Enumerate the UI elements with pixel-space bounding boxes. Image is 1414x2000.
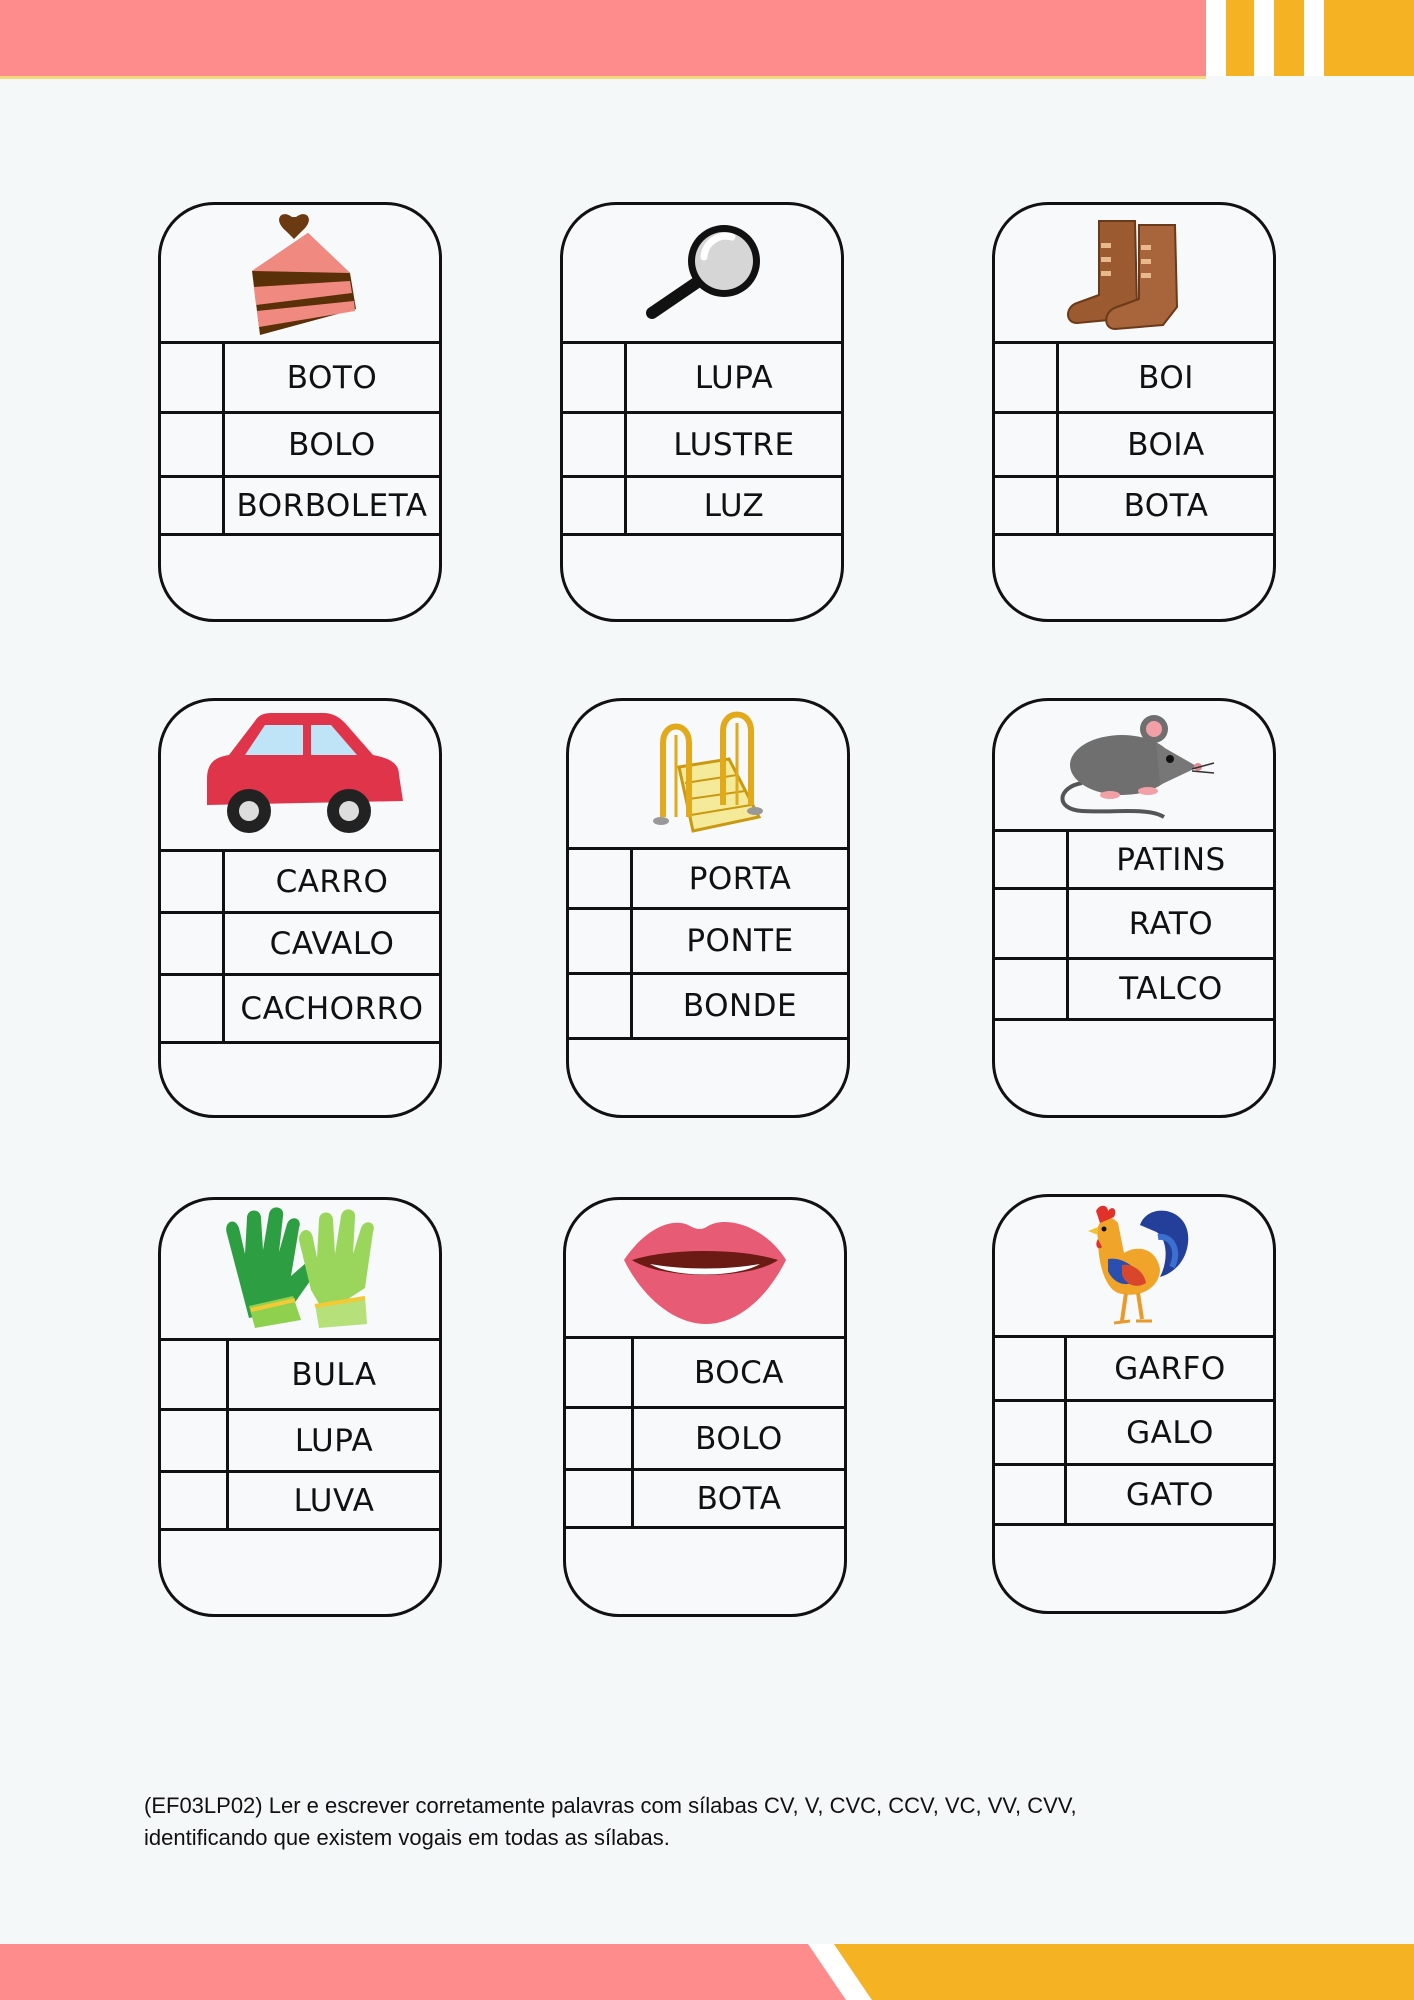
- word-label: CAVALO: [269, 925, 395, 962]
- word-row: [995, 344, 1273, 414]
- answer-box[interactable]: [563, 414, 627, 475]
- word-row: [563, 414, 841, 478]
- word-row: [569, 975, 847, 1040]
- answer-box[interactable]: [995, 960, 1069, 1018]
- answer-box[interactable]: [995, 344, 1059, 411]
- word-label: LUVA: [293, 1482, 375, 1519]
- word-rows: [563, 341, 841, 536]
- word-card-car: [158, 698, 442, 1118]
- answer-box[interactable]: [161, 976, 225, 1041]
- word-row: [995, 890, 1273, 960]
- word-label: LUPA: [694, 359, 774, 396]
- word-row: [161, 976, 439, 1044]
- word-label: RATO: [1128, 905, 1214, 942]
- gloves-icon: [161, 1200, 439, 1338]
- answer-box[interactable]: [161, 914, 225, 973]
- word-label: LUSTRE: [673, 426, 795, 463]
- word-label: BOCA: [694, 1354, 784, 1391]
- answer-box[interactable]: [995, 1466, 1067, 1523]
- magnifying-glass-icon: [563, 205, 841, 341]
- answer-box[interactable]: [569, 910, 633, 972]
- answer-box[interactable]: [161, 852, 225, 911]
- word-label: PORTA: [688, 860, 792, 897]
- word-row: [161, 344, 439, 414]
- word-label: BOTO: [286, 359, 378, 396]
- word-label: BULA: [291, 1356, 377, 1393]
- cake-slice-icon: [161, 205, 439, 341]
- word-row: [161, 1341, 439, 1411]
- word-row: [569, 850, 847, 910]
- word-rows: [995, 829, 1273, 1021]
- word-row: [995, 832, 1273, 890]
- word-row: [161, 414, 439, 478]
- word-row: [161, 914, 439, 976]
- word-row: [995, 1466, 1273, 1526]
- word-rows: [995, 341, 1273, 536]
- word-row: [995, 960, 1273, 1021]
- answer-box[interactable]: [995, 832, 1069, 887]
- word-card-cake: [158, 202, 442, 622]
- answer-box[interactable]: [566, 1409, 634, 1468]
- word-card-gloves: [158, 1197, 442, 1617]
- answer-box[interactable]: [161, 414, 225, 475]
- top-stripe: [1304, 0, 1324, 76]
- answer-box[interactable]: [995, 1338, 1067, 1399]
- word-row: [563, 478, 841, 536]
- answer-box[interactable]: [995, 414, 1059, 475]
- answer-box[interactable]: [569, 850, 633, 907]
- word-label: BOIA: [1127, 426, 1205, 463]
- answer-box[interactable]: [161, 1411, 229, 1470]
- answer-box[interactable]: [569, 975, 633, 1037]
- word-label: PONTE: [686, 923, 794, 959]
- bottom-yellow-band: [800, 1944, 1414, 2000]
- bridge-icon: [569, 701, 847, 847]
- word-row: [995, 478, 1273, 536]
- word-card-magnifier: [560, 202, 844, 622]
- word-row: [566, 1471, 844, 1529]
- word-card-boots: [992, 202, 1276, 622]
- word-label: BOTA: [1123, 487, 1209, 524]
- word-rows: [161, 1338, 439, 1531]
- top-yellow-block: [1206, 0, 1414, 76]
- word-card-mouse: [992, 698, 1276, 1118]
- word-label: BORBOLETA: [236, 487, 428, 524]
- top-stripe: [1206, 0, 1226, 76]
- word-label: LUZ: [703, 487, 765, 524]
- word-card-bridge: [566, 698, 850, 1118]
- word-label: TALCO: [1119, 971, 1223, 1007]
- word-label: LUPA: [294, 1422, 374, 1459]
- word-row: [566, 1409, 844, 1471]
- answer-box[interactable]: [563, 344, 627, 411]
- word-rows: [161, 849, 439, 1044]
- answer-box[interactable]: [161, 1341, 229, 1408]
- word-row: [161, 478, 439, 536]
- answer-box[interactable]: [566, 1339, 634, 1406]
- word-row: [161, 1411, 439, 1473]
- word-row: [563, 344, 841, 414]
- answer-box[interactable]: [995, 478, 1059, 533]
- answer-box[interactable]: [161, 1473, 229, 1528]
- word-label: BOTA: [696, 1480, 782, 1517]
- answer-box[interactable]: [995, 1402, 1067, 1463]
- word-label: GALO: [1126, 1414, 1214, 1451]
- answer-box[interactable]: [566, 1471, 634, 1526]
- car-icon: [161, 701, 439, 849]
- word-row: [995, 1338, 1273, 1402]
- word-rows: [995, 1335, 1273, 1526]
- word-rows: [569, 847, 847, 1040]
- answer-box[interactable]: [563, 478, 627, 533]
- word-row: [995, 414, 1273, 478]
- word-label: BOI: [1138, 359, 1194, 396]
- word-label: PATINS: [1116, 841, 1226, 878]
- answer-box[interactable]: [161, 344, 225, 411]
- lips-icon: [566, 1200, 844, 1336]
- word-label: BONDE: [682, 988, 798, 1024]
- word-card-rooster: [992, 1194, 1276, 1614]
- mouse-icon: [995, 701, 1273, 829]
- word-label: CARRO: [275, 863, 389, 900]
- word-label: BOLO: [288, 426, 376, 463]
- word-label: CACHORRO: [240, 990, 424, 1027]
- answer-box[interactable]: [995, 890, 1069, 957]
- word-row: [161, 1473, 439, 1531]
- word-row: [569, 910, 847, 975]
- word-label: GARFO: [1114, 1350, 1226, 1387]
- word-rows: [161, 341, 439, 536]
- word-rows: [566, 1336, 844, 1529]
- boots-icon: [995, 205, 1273, 341]
- word-row: [161, 852, 439, 914]
- word-card-lips: [563, 1197, 847, 1617]
- top-stripe: [1254, 0, 1274, 76]
- word-row: [566, 1339, 844, 1409]
- skill-description: (EF03LP02) Ler e escrever corretamente palavras com sílabas CV, V, CVC, CCV, VC, VV, CVV, identificando que existem vogais em todas as sílabas.: [144, 1793, 1077, 1850]
- top-pink-band: [0, 0, 1206, 79]
- word-label: GATO: [1125, 1476, 1215, 1513]
- word-label: BOLO: [695, 1420, 783, 1457]
- word-row: [995, 1402, 1273, 1466]
- answer-box[interactable]: [161, 478, 225, 533]
- rooster-icon: [995, 1197, 1273, 1335]
